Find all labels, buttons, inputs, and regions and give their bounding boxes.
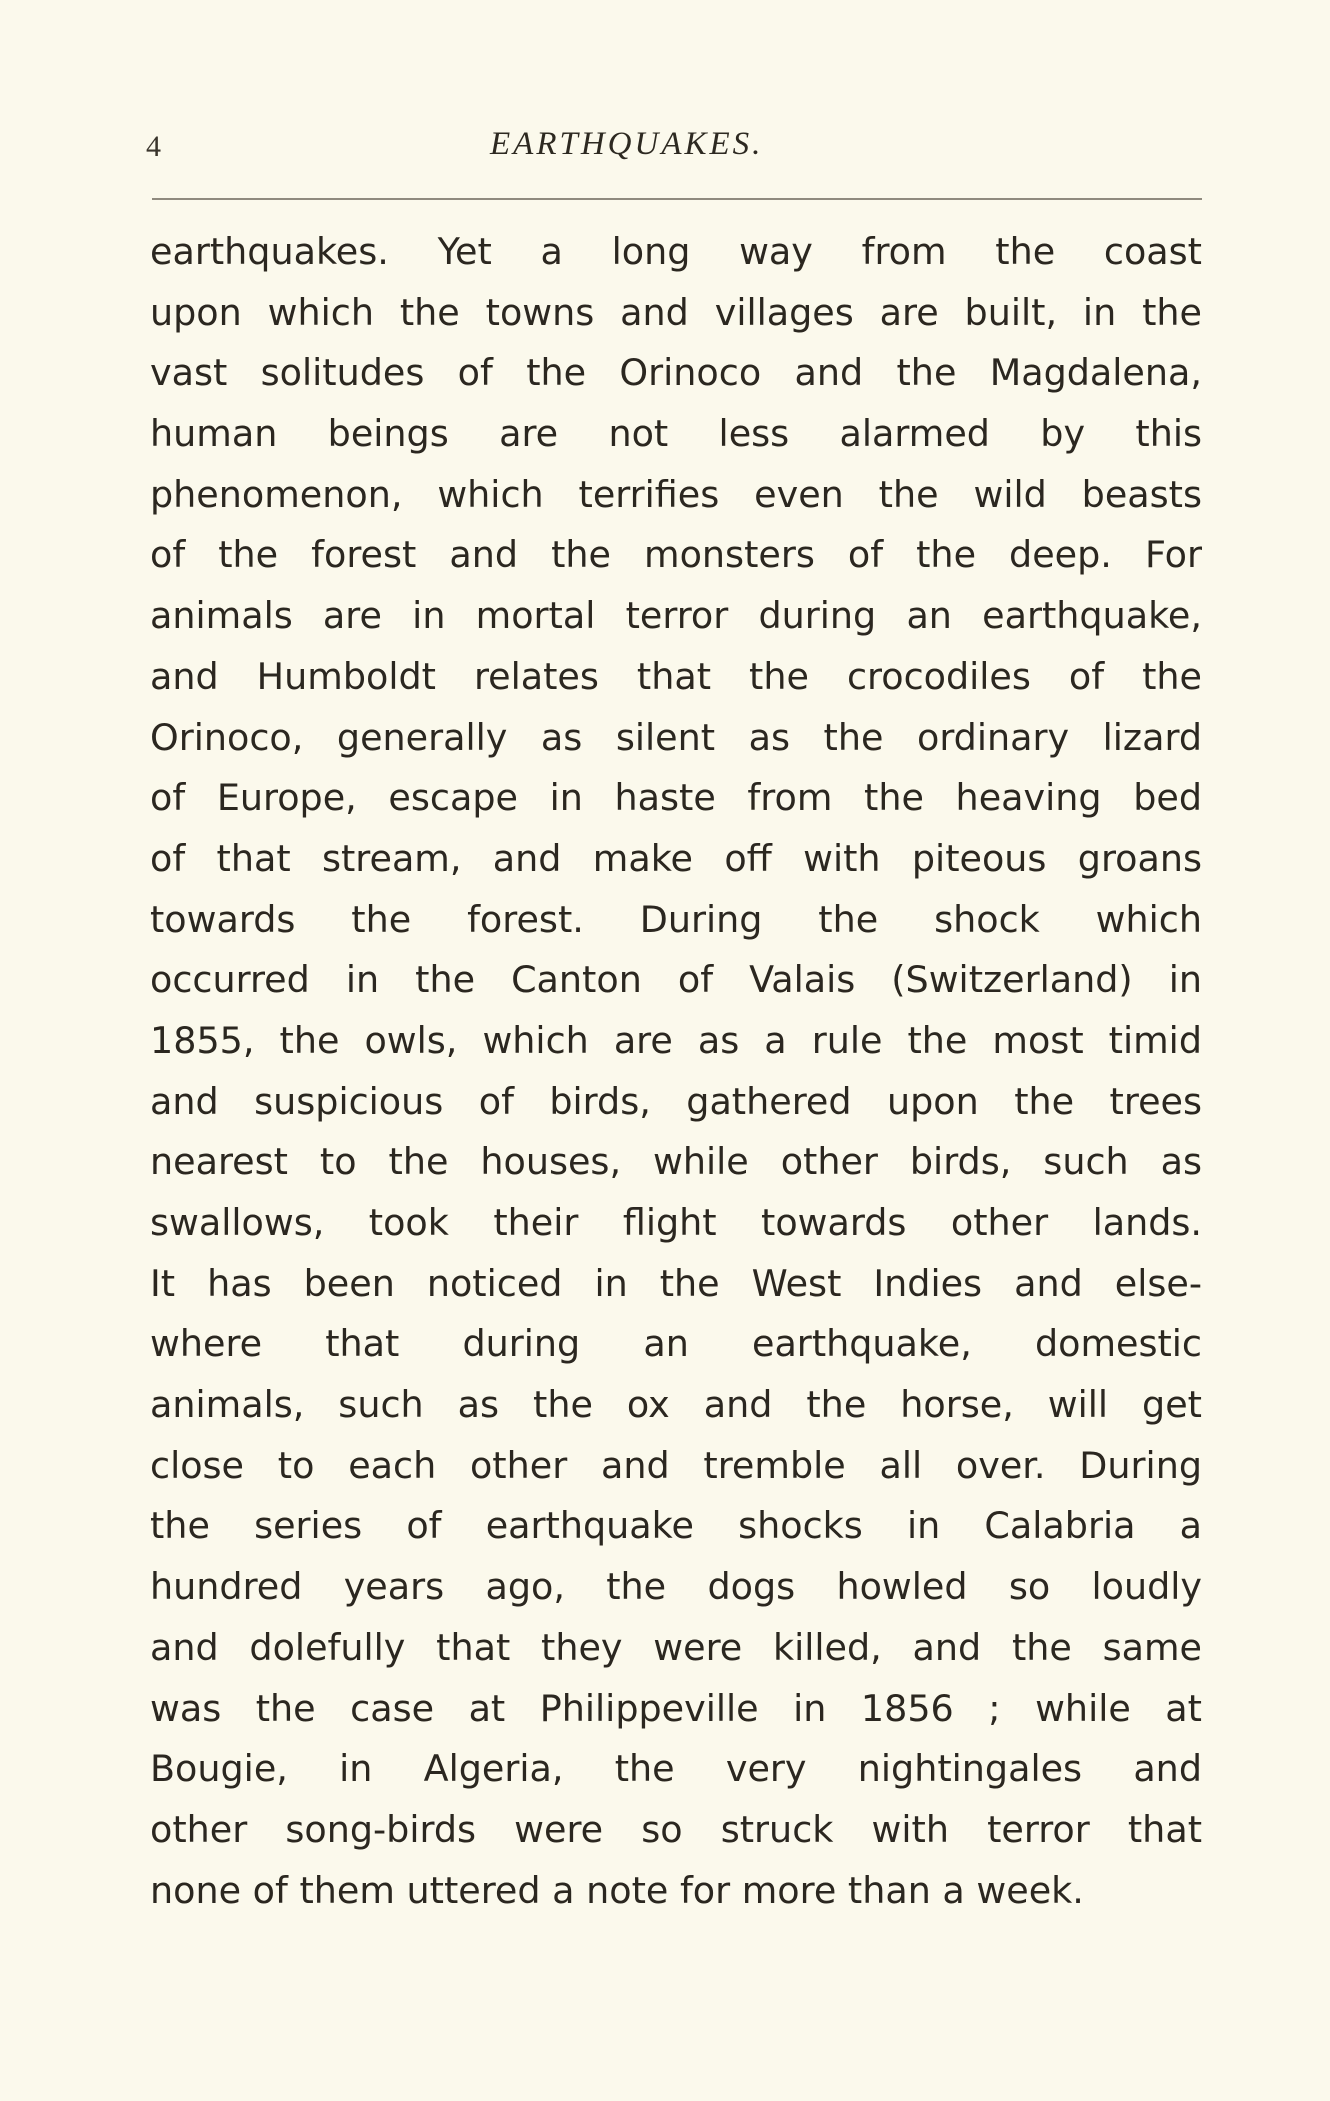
text-line: of Europe, escape in haste from the heaving bed <box>150 776 1202 820</box>
text-line: close to each other and tremble all over. During <box>150 1443 1202 1487</box>
text-line: occurred in the Canton of Valais (Switzerland) in <box>150 958 1202 1002</box>
text-line: animals are in mortal terror during an earthquake, <box>150 594 1202 638</box>
text-line: Bougie, in Algeria, the very nightingales and <box>150 1747 1202 1791</box>
text-line: It has been noticed in the West Indies and else- <box>150 1261 1202 1305</box>
text-line: earthquakes. Yet a long way from the coast <box>150 230 1202 273</box>
text-line: nearest to the houses, while other birds, such as <box>150 1140 1202 1184</box>
text-line: and suspicious of birds, gathered upon the trees <box>150 1079 1202 1123</box>
text-line: human beings are not less alarmed by this <box>150 412 1202 456</box>
text-line: where that during an earthquake, domestic <box>150 1322 1202 1366</box>
text-line: animals, such as the ox and the horse, will get <box>150 1383 1202 1427</box>
text-line: upon which the towns and villages are built, in the <box>150 290 1202 334</box>
text-line: towards the forest. During the shock which <box>150 897 1202 941</box>
text-line: hundred years ago, the dogs howled so loudly <box>150 1565 1202 1609</box>
text-line: Orinoco, generally as silent as the ordinary lizard <box>150 715 1202 759</box>
running-title: EARTHQUAKES. <box>490 126 764 162</box>
text-line: other song-birds were so struck with terror that <box>150 1807 1202 1851</box>
text-line: of that stream, and make off with piteous groans <box>150 836 1202 880</box>
text-line: the series of earthquake shocks in Calabria a <box>150 1504 1202 1548</box>
page-number: 4 <box>146 130 161 163</box>
text-line: phenomenon, which terrifies even the wild beasts <box>150 472 1202 516</box>
text-line: none of them uttered a note for more than a week. <box>150 1868 1084 1912</box>
body-paragraph <box>150 222 1202 1921</box>
text-line: 1855, the owls, which are as a rule the most timid <box>150 1018 1202 1062</box>
text-line: of the forest and the monsters of the deep. For <box>150 533 1202 577</box>
text-line: swallows, took their flight towards other lands. <box>150 1201 1202 1244</box>
text-line: vast solitudes of the Orinoco and the Magdalena, <box>150 351 1202 395</box>
text-line: was the case at Philippeville in 1856 ; while at <box>150 1686 1202 1730</box>
text-line: and dolefully that they were killed, and the same <box>150 1625 1202 1669</box>
text-line: and Humboldt relates that the crocodiles of the <box>150 654 1202 698</box>
header-rule <box>152 198 1202 200</box>
